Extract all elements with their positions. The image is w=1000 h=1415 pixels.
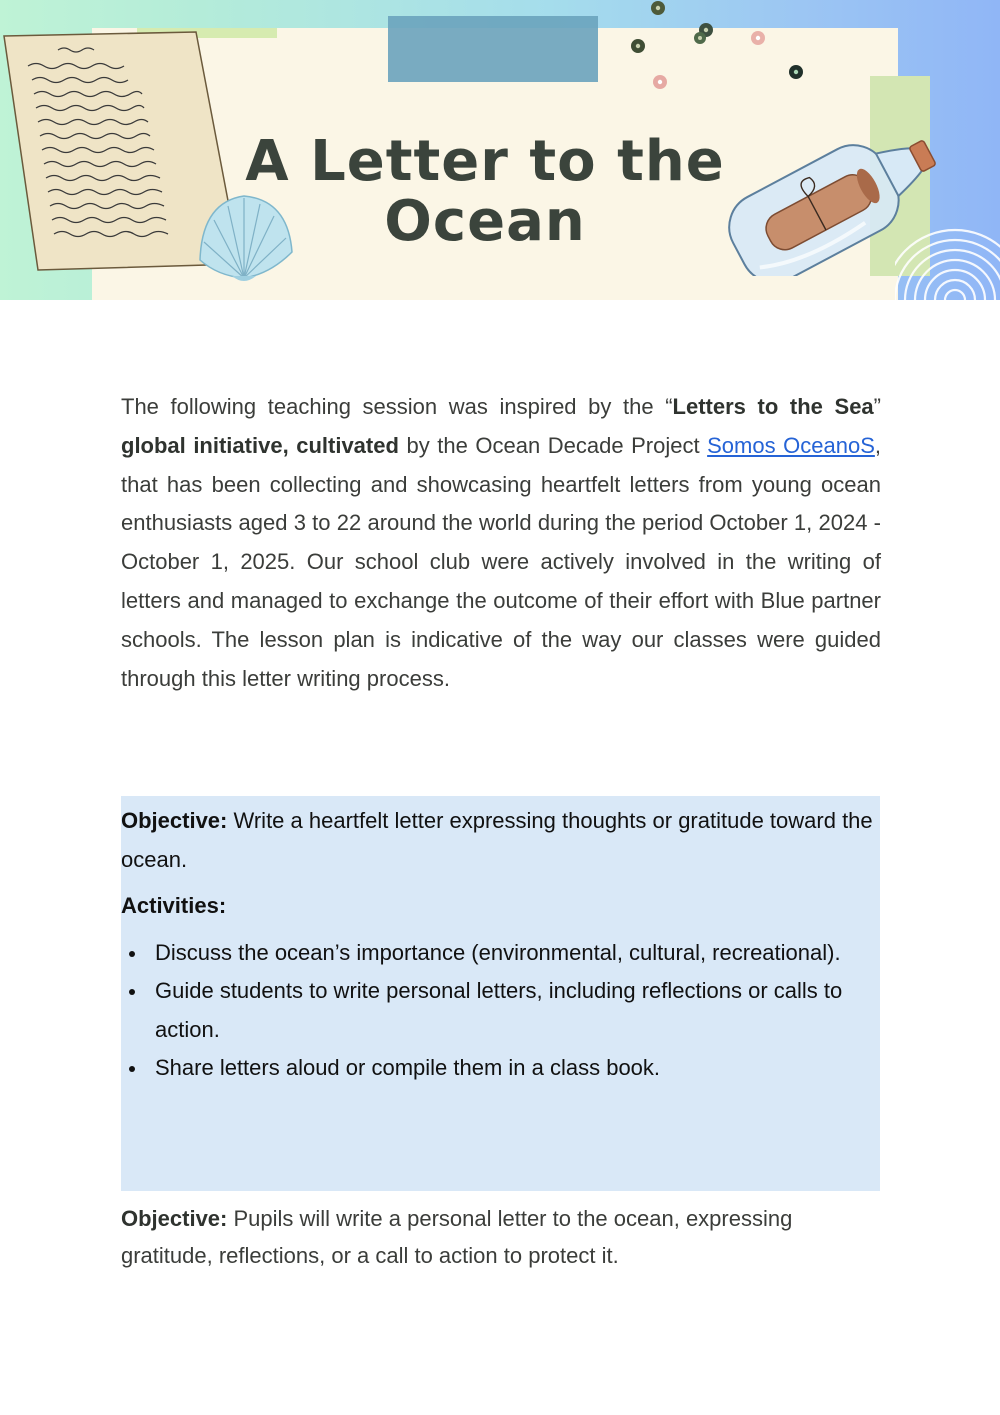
intro-text-3: by the Ocean Decade Project (398, 432, 708, 458)
title-line-1: A Letter to the (245, 129, 725, 194)
activities-heading: Activities: (121, 893, 227, 918)
objective-label: Objective: (121, 808, 228, 833)
activity-item: Guide students to write personal letters, including reflections or calls to action. (155, 972, 880, 1049)
intro-bold-letters-to-the-sea: Letters to the Sea (672, 394, 874, 419)
intro-text-2: ” (873, 394, 881, 419)
pupil-objective-paragraph (121, 1200, 881, 1274)
activities-list (121, 934, 880, 1088)
activity-item: Share letters aloud or compile them in a class book. (155, 1049, 880, 1088)
intro-paragraph (121, 388, 881, 698)
header-banner (0, 0, 1000, 300)
blue-tape (388, 16, 598, 82)
intro-text-1: The following teaching session was inspired by the “ (121, 394, 673, 419)
pupil-objective-label: Objective: (121, 1206, 228, 1231)
objective-text: Write a heartfelt letter expressing thoughts or gratitude toward the ocean. (121, 808, 873, 872)
objective-paragraph (121, 802, 880, 879)
intro-text-4: , that has been collecting and showcasing heartfelt letters from young ocean enthusiasts aged 3 to 22 around the world during the period October 1, 2024 - October 1, 2025. Our school club were actively involved in the writing of letters and managed to exchange the outcome of their effort with Blue partner schools. The lesson plan is indicative of the way our classes were guided through this letter writing process. (121, 432, 881, 691)
sequins-icon (620, 0, 820, 95)
wave-pattern-icon (895, 205, 1000, 300)
pupil-objective-text: Pupils will write a personal letter to the ocean, expressing gratitude, reflections, or a call to action to protect it. (121, 1206, 793, 1268)
page-title (200, 129, 770, 254)
activity-item: Discuss the ocean’s importance (environmental, cultural, recreational). (155, 934, 880, 973)
objective-activities-box (121, 796, 880, 1191)
intro-bold-global-initiative: global initiative, cultivated (121, 432, 399, 458)
title-line-2: Ocean (384, 189, 586, 254)
somos-oceanos-link[interactable]: Somos OceanoS (707, 432, 875, 458)
intro-section (121, 388, 881, 698)
